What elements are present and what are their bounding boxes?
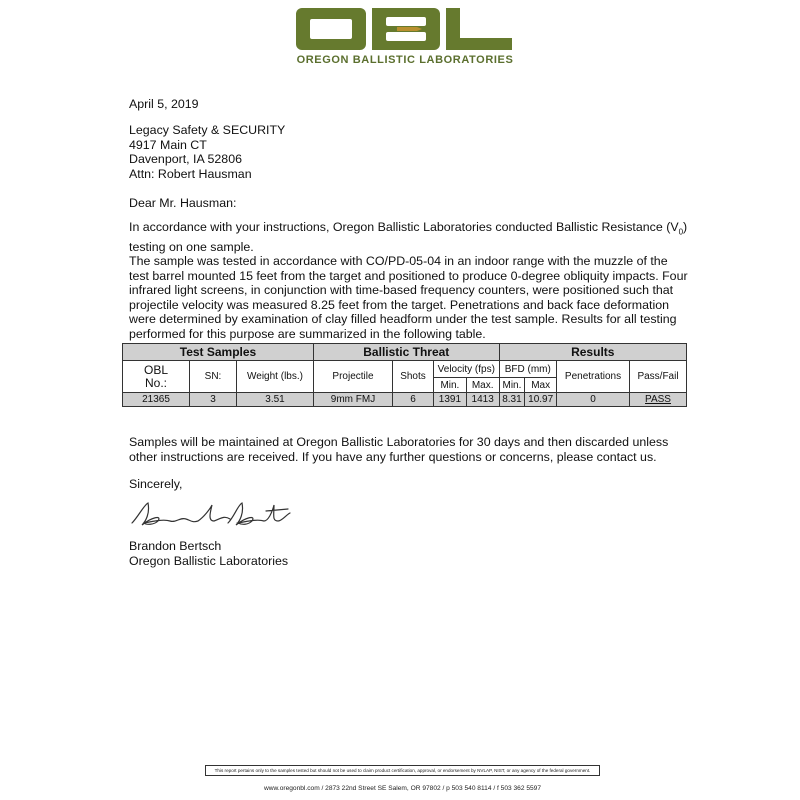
paragraph-3: Samples will be maintained at Oregon Ballistic Laboratories for 30 days and then discarded unless other instructions are received. If you have any further questions or concerns, please contact us.	[129, 435, 669, 464]
v0-subscript: 0	[678, 227, 684, 237]
letter-date: April 5, 2019	[129, 97, 199, 111]
cell-projectile: 9mm FMJ	[314, 393, 393, 407]
header-shots: Shots	[393, 361, 434, 393]
results-table	[122, 343, 687, 407]
paragraph-2: The sample was tested in accordance with CO/PD-05-04 in an indoor range with the muzzle of the test barrel mounted 15 feet from the target and positioned to produce 0-degree obliquity impacts. Four infrared light screens, in conjunction with time-based frequency counters, were positioned such that projectile velocity was measured 8.25 feet from the target. Penetrations and back face deformation were determined by examination of clay filled headform under the test sample. Results for all testing performed for this purpose are summarized in the following table.	[129, 254, 688, 341]
signer-organization: Oregon Ballistic Laboratories	[129, 553, 289, 568]
header-penetrations: Penetrations	[557, 361, 630, 393]
cell-weight: 3.51	[237, 393, 314, 407]
header-projectile: Projectile	[314, 361, 393, 393]
paragraph-1	[129, 220, 689, 254]
table-group-header	[123, 344, 687, 361]
group-test-samples: Test Samples	[123, 344, 314, 361]
paragraph-1-a: In accordance with your instructions, Oregon Ballistic Laboratories conducted Ballistic Resistance (V	[129, 220, 679, 234]
header-bfd-min: Min.	[499, 378, 525, 393]
header-weight: Weight (lbs.)	[237, 361, 314, 393]
header-obl-no	[123, 361, 190, 393]
signer-name: Brandon Bertsch	[129, 539, 222, 553]
header-velocity: Velocity (fps)	[434, 361, 500, 378]
obl-logo	[296, 8, 514, 70]
group-results: Results	[499, 344, 686, 361]
closing: Sincerely,	[129, 477, 183, 491]
paragraph-1-b: ) testing on one sample.	[129, 220, 688, 254]
recipient-attn: Attn: Robert Hausman	[129, 166, 252, 181]
cell-result: PASS	[630, 393, 687, 407]
table-header-row	[123, 361, 687, 378]
header-velocity-min: Min.	[434, 378, 467, 393]
table-row	[123, 393, 687, 407]
recipient-address	[129, 123, 285, 181]
greeting: Dear Mr. Hausman:	[129, 196, 237, 210]
header-obl-line1: OBL	[143, 362, 168, 377]
cell-obl-no: 21365	[123, 393, 190, 407]
cell-penetrations: 0	[557, 393, 630, 407]
footer	[205, 765, 600, 792]
cell-shots: 6	[393, 393, 434, 407]
cell-bfd-min: 8.31	[499, 393, 525, 407]
body-intro	[129, 220, 689, 341]
cell-velocity-max: 1413	[466, 393, 499, 407]
recipient-company: Legacy Safety & SECURITY	[129, 123, 286, 137]
header-obl-line2: No.:	[144, 375, 167, 390]
signer-block	[129, 539, 288, 568]
header-sn: SN:	[190, 361, 237, 393]
cell-velocity-min: 1391	[434, 393, 467, 407]
header-velocity-max: Max.	[466, 378, 499, 393]
recipient-city: Davenport, IA 52806	[129, 152, 242, 166]
handwritten-signature	[128, 495, 298, 531]
header-bfd: BFD (mm)	[499, 361, 556, 378]
cell-sn: 3	[190, 393, 237, 407]
obl-logo-mark	[296, 8, 514, 52]
header-pass-fail: Pass/Fail	[630, 361, 687, 393]
footer-contact: www.oregonbl.com / 2873 22nd Street SE Salem, OR 97802 / p 503 540 8114 / f 503 362 5597	[263, 785, 541, 792]
group-ballistic-threat: Ballistic Threat	[314, 344, 500, 361]
footer-disclaimer: This report pertains only to the samples tested but should not be used to claim product certification, approval, or endorsement by NVLAP, NIST, or any agency of the federal government.	[205, 765, 600, 776]
logo-subtitle: OREGON BALLISTIC LABORATORIES	[296, 54, 514, 66]
cell-bfd-max: 10.97	[525, 393, 557, 407]
recipient-street: 4917 Main CT	[129, 137, 207, 152]
header-bfd-max: Max	[525, 378, 557, 393]
